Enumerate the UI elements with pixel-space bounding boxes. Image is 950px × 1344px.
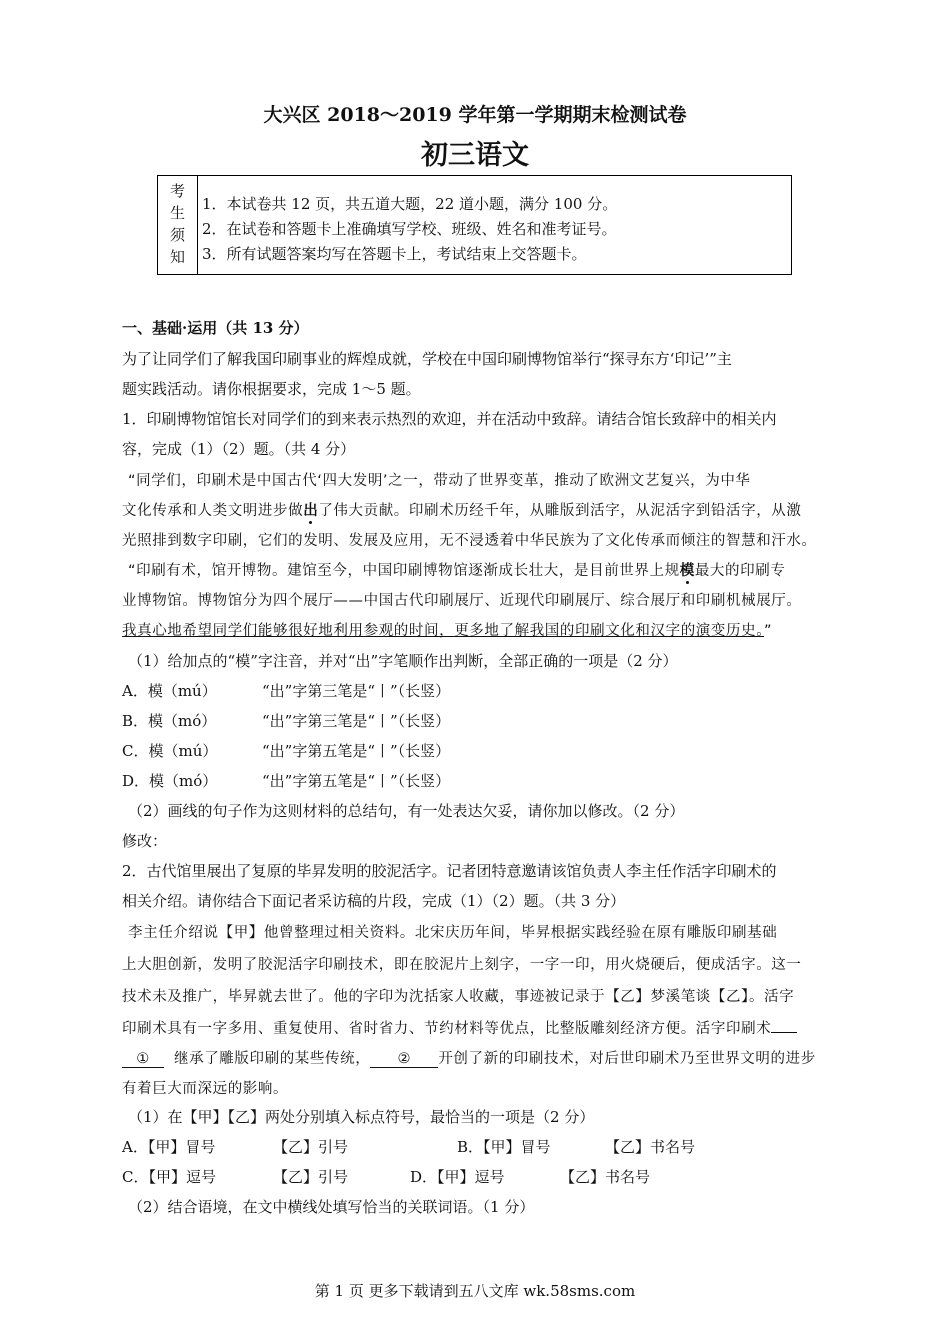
exam-title: 大兴区 2018～2019 学年第一学期期末检测试卷: [263, 104, 687, 126]
q2-sub2-stem: （2）结合语境，在文中横线处填写恰当的关联词语。（1 分）: [128, 1198, 535, 1216]
speech-text: 最大的印刷专: [694, 563, 786, 579]
speech-line: “同学们，印刷术是中国古代‘四大发明’之一，带动了世界变革，推动了欧洲文艺复兴，为中华: [128, 473, 751, 489]
speech-line: [128, 559, 785, 580]
option-label: C．模（mú）: [122, 742, 218, 760]
q1-stem-line: 容，完成（1）（2）题。（共 4 分）: [122, 440, 356, 458]
option-text: “出”字第五笔是“丨”（长竖）: [262, 772, 451, 790]
notice-item: 1．本试卷共 12 页，共五道大题，22 道小题，满分 100 分。: [202, 195, 618, 213]
interview-line: 上大胆创新，发明了胶泥活字印刷技术，即在胶泥片上刻字，一字一印，用火烧硬后，便成活字。这一: [122, 957, 802, 973]
blank-1[interactable]: ①: [122, 1051, 164, 1068]
speech-line: [122, 619, 772, 640]
option-text: 【乙】书名号: [560, 1168, 651, 1186]
option-label: C．【甲】逗号: [122, 1168, 216, 1186]
interview-line: 技术未及推广，毕昇就去世了。他的字印为沈括家人收藏，事迹被记录于【乙】梦溪笔谈【乙】。活字: [122, 989, 795, 1005]
q1-sub1-stem: （1）给加点的“模”字注音，并对“出”字笔顺作出判断，全部正确的一项是（2 分）: [128, 652, 678, 670]
dotted-char-mo: 模: [680, 559, 695, 580]
option-label: B．【甲】冒号: [457, 1138, 551, 1156]
option-text: 【乙】引号: [273, 1168, 349, 1186]
q2-stem-line: 2．古代馆里展出了复原的毕昇发明的胶泥活字。记者团特意邀请该馆负责人李主任作活字印刷术的: [122, 862, 777, 880]
speech-text: 了伟大贡献。印刷术历经千年，从雕版到活字，从泥活字到铅活字，从激: [318, 503, 802, 519]
q1-sub2-stem: （2）画线的句子作为这则材料的总结句，有一处表达欠妥，请你加以修改。（2 分）: [128, 802, 685, 820]
option-text: “出”字第五笔是“丨”（长竖）: [262, 742, 451, 760]
speech-line: 业博物馆。博物馆分为四个展厅——中国古代印刷展厅、近现代印刷展厅、综合展厅和印刷机械展厅。: [122, 593, 802, 609]
interview-line: [122, 1047, 816, 1068]
q2-sub1-stem: （1）在【甲】【乙】两处分别填入标点符号，最恰当的一项是（2 分）: [128, 1108, 595, 1126]
page-footer: 第 1 页 更多下载请到五八文库 wk.58sms.com: [314, 1282, 636, 1300]
interview-text: 继承了雕版印刷的某些传统，: [174, 1051, 371, 1067]
option-text: “出”字第三笔是“丨”（长竖）: [262, 682, 451, 700]
section-intro-line: 题实践活动。请你根据要求，完成 1～5 题。: [122, 380, 421, 398]
option-text: 【乙】书名号: [605, 1138, 696, 1156]
notice-char: 生: [169, 204, 185, 222]
interview-text: 开创了新的印刷技术，对后世印刷术乃至世界文明的进步: [438, 1051, 816, 1067]
option-text: 【乙】引号: [273, 1138, 349, 1156]
notice-char: 考: [169, 182, 185, 200]
notice-label: [158, 176, 198, 274]
notice-item: 2．在试卷和答题卡上准确填写学校、班级、姓名和准考证号。: [202, 220, 617, 238]
q1-stem-line: 1．印刷博物馆馆长对同学们的到来表示热烈的欢迎，并在活动中致辞。请结合馆长致辞中的相关内: [122, 410, 777, 428]
speech-line: [122, 499, 802, 520]
option-label: A．模（mú）: [122, 682, 217, 700]
notice-char: 知: [169, 248, 185, 266]
option-label: A．【甲】冒号: [122, 1138, 216, 1156]
option-label: B．模（mó）: [122, 712, 217, 730]
speech-line: 光照排到数字印刷，它们的发明、发展及应用，无不浸透着中华民族为了文化传承而倾注的智慧和汗水。: [122, 533, 817, 549]
speech-text: ”: [764, 623, 773, 639]
speech-text: “印刷有术，馆开博物。建馆至今，中国印刷博物馆逐渐成长壮大，是目前世界上规: [128, 563, 680, 579]
interview-line: 有着巨大而深远的影响。: [122, 1081, 289, 1097]
blank-line[interactable]: [771, 1032, 797, 1033]
candidate-notice-box: [157, 175, 792, 275]
revise-label: 修改：: [122, 832, 168, 850]
section-intro-line: 为了让同学们了解我国印刷事业的辉煌成就，学校在中国印刷博物馆举行“探寻东方‘印记’”主: [122, 350, 732, 368]
q2-stem-line: 相关介绍。请你结合下面记者采访稿的片段，完成（1）（2）题。（共 3 分）: [122, 892, 626, 910]
interview-line: 李主任介绍说【甲】他曾整理过相关资料。北宋庆历年间，毕昇根据实践经验在原有雕版印刷基础: [128, 925, 778, 941]
interview-line: [122, 1017, 797, 1038]
underlined-sentence: 我真心地希望同学们能够很好地利用参观的时间，更多地了解我国的印刷文化和汉字的演变历史。: [122, 623, 765, 639]
option-label: D．模（mó）: [122, 772, 218, 790]
option-label: D．【甲】逗号: [410, 1168, 505, 1186]
dotted-char-chu: 出: [303, 499, 318, 520]
section-heading: 一、基础·运用（共 13 分）: [122, 319, 309, 337]
speech-text: 文化传承和人类文明进步做: [122, 503, 304, 519]
interview-text: 印刷术具有一字多用、重复使用、省时省力、节约材料等优点，比整版雕刻经济方便。活字印刷术: [122, 1021, 772, 1037]
notice-item: 3．所有试题答案均写在答题卡上，考试结束上交答题卡。: [202, 245, 587, 263]
blank-2[interactable]: ②: [370, 1051, 438, 1068]
subject-title: 初三语文: [421, 140, 529, 171]
option-text: “出”字第三笔是“丨”（长竖）: [262, 712, 451, 730]
notice-char: 须: [169, 226, 185, 244]
